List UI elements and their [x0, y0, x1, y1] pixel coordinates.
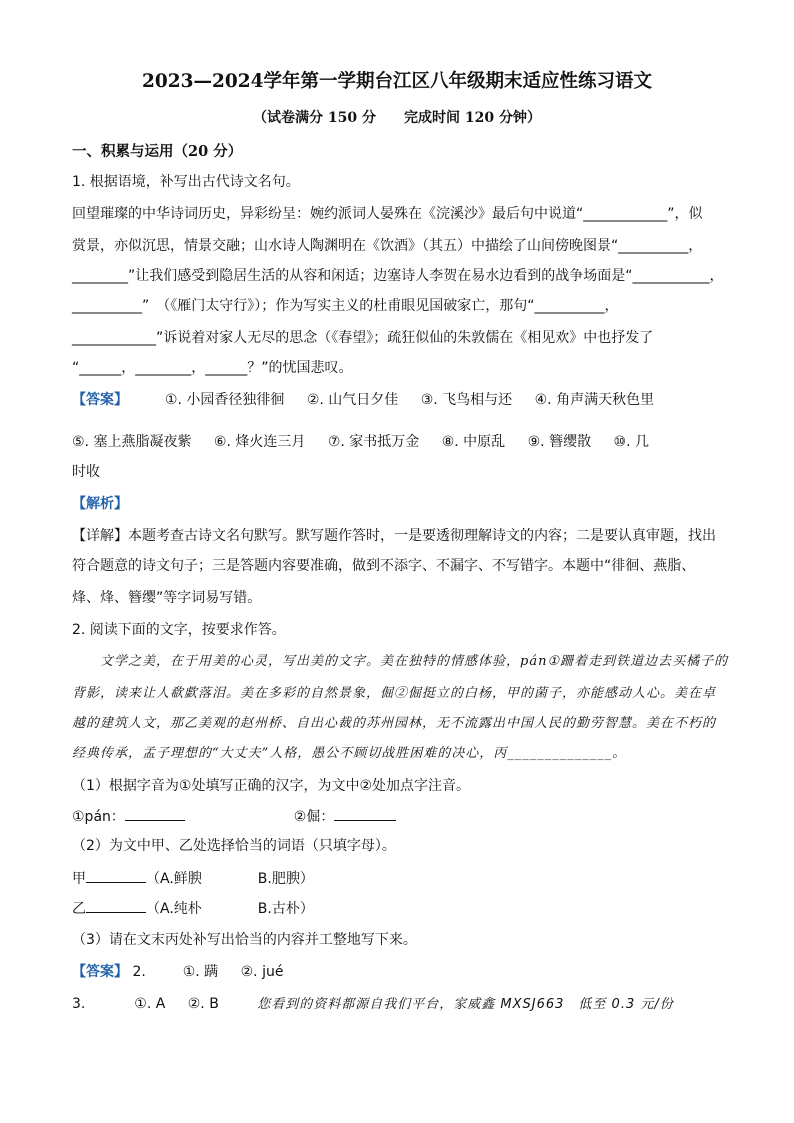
answer-blank[interactable] — [86, 868, 146, 883]
q2-passage-line-3: 越的建筑人文，那乙美观的赵州桥、自出心裁的苏州园林，无不流露出中国人民的勤劳智慧。美在不朽的 — [72, 716, 717, 731]
answer-item: ⑦. 家书抵万金 — [327, 434, 420, 450]
answer-item: ②. B — [187, 996, 219, 1012]
q2-sub1: （1）根据字音为①处填写正确的汉字，为文中②处加点字注音。 — [72, 778, 471, 794]
fill-label-pan: ①pán： — [72, 809, 125, 825]
detail-line-2: 符合题意的诗文句子；三是答题内容要准确，做到不添字、不漏字、不写错字。本题中“徘徊、燕脂、 — [72, 558, 696, 574]
answer-item: ⑤. 塞上燕脂凝夜紫 — [72, 434, 192, 450]
page-subtitle: （试卷满分 150 分 完成时间 120 分钟） — [253, 110, 541, 126]
answer-blank[interactable] — [334, 806, 396, 821]
q1-stem: 1. 根据语境，补写出古代诗文名句。 — [72, 174, 300, 190]
q2-passage-line-4: 经典传承，孟子理想的“大丈夫”人格，愚公不顾切战胜困难的决心，丙______________。 — [72, 746, 627, 761]
q1-line-4: __________” （《雁门太守行》）；作为写实主义的杜甫眼见国破家亡，那句“__________， — [72, 298, 619, 314]
analysis-label: 【解析】 — [72, 496, 128, 512]
q2-sub1-fill — [72, 806, 396, 827]
q2-passage-line-1: 文学之美，在于用美的心灵，写出美的文字。美在独特的情感体验，pán①跚着走到铁道边去买橘子的 — [72, 654, 729, 669]
answer-item: ②. 山气日夕佳 — [306, 392, 399, 408]
q1-line-3: ________”让我们感受到隐居生活的从容和闲适；边塞诗人李贺在易水边看到的战争场面是“___________， — [72, 268, 724, 284]
q1-line-5: ____________”诉说着对家人无尽的思念（《春望》；疏狂似仙的朱敦儒在《相见欢》中也抒发了 — [72, 330, 654, 346]
q2-stem: 2. 阅读下面的文字，按要求作答。 — [72, 622, 286, 638]
question-number: 3. — [72, 996, 86, 1012]
answer-blank[interactable] — [125, 806, 185, 821]
yi-options: （A.纯朴 B.古朴） — [146, 901, 314, 917]
section-heading: 一、积累与运用（20 分） — [72, 143, 243, 160]
q2-passage-line-2: 背影，读来让人欷歔落泪。美在多彩的自然景象，倔②倔挺立的白杨，甲的菌子，亦能感动人心。美在卓 — [72, 686, 717, 701]
answer-blank[interactable] — [86, 898, 146, 913]
q2-yi-row — [72, 898, 314, 919]
answer-item: ①. 小园香径独徘徊 — [164, 392, 285, 408]
detail-line-1: 【详解】本题考查古诗文名句默写。默写题作答时，一是要透彻理解诗文的内容；二是要认真审题，找出 — [72, 528, 716, 544]
q2-answer-row — [72, 962, 301, 982]
q2-jia-row — [72, 868, 314, 889]
fill-label-jue: ②倔： — [293, 809, 335, 825]
q1-answer-row-3: 时收 — [72, 464, 100, 480]
answer-item: ④. 角声满天秋色里 — [534, 392, 655, 408]
yi-label: 乙 — [72, 901, 86, 917]
jia-options: （A.鲜腴 B.肥腴） — [146, 871, 314, 887]
answer-item: ⑧. 中原乱 — [441, 434, 506, 450]
answer-label: 【答案】 — [72, 964, 128, 980]
q1-line-2: 赏景，亦似沉思，情景交融；山水诗人陶渊明在《饮酒》（其五）中描绘了山间傍晚图景“__________， — [72, 238, 703, 254]
answer-item: ⑩. 几 — [613, 434, 649, 450]
q2-sub2: （2）为文中甲、乙处选择恰当的词语（只填字母）。 — [72, 838, 396, 854]
q1-answer-row-1 — [72, 390, 672, 410]
answer-number: 2. — [132, 964, 146, 980]
answer-item: ①. 蹒 — [182, 964, 219, 980]
answer-item: ③. 飞鸟相与还 — [420, 392, 513, 408]
answer-item: ⑥. 烽火连三月 — [213, 434, 306, 450]
q1-answer-row-2 — [72, 432, 649, 452]
q1-line-6: “______，________，______？”的忧国悲叹。 — [72, 360, 353, 376]
answer-item: ①. A — [134, 996, 166, 1012]
page-title: 2023—2024学年第一学期台江区八年级期末适应性练习语文 — [142, 71, 652, 92]
answer-item: ⑨. 簪缨散 — [527, 434, 592, 450]
detail-line-3: 烽、烽、簪缨”等字词易写错。 — [72, 590, 262, 606]
answer-item: ②. jué — [240, 964, 284, 980]
watermark-notice: 您看到的资料都源自我们平台，家威鑫 MXSJ663 低至 0.3 元/份 — [257, 997, 674, 1012]
answer-label: 【答案】 — [72, 392, 128, 408]
q2-sub3: （3）请在文末丙处补写出恰当的内容并工整地写下来。 — [72, 932, 417, 948]
jia-label: 甲 — [72, 871, 86, 887]
q3-answer-row — [72, 994, 674, 1015]
q1-line-1: 回望璀璨的中华诗词历史，异彩纷呈：婉约派词人晏殊在《浣溪沙》最后句中说道“____________”，似 — [72, 206, 703, 222]
